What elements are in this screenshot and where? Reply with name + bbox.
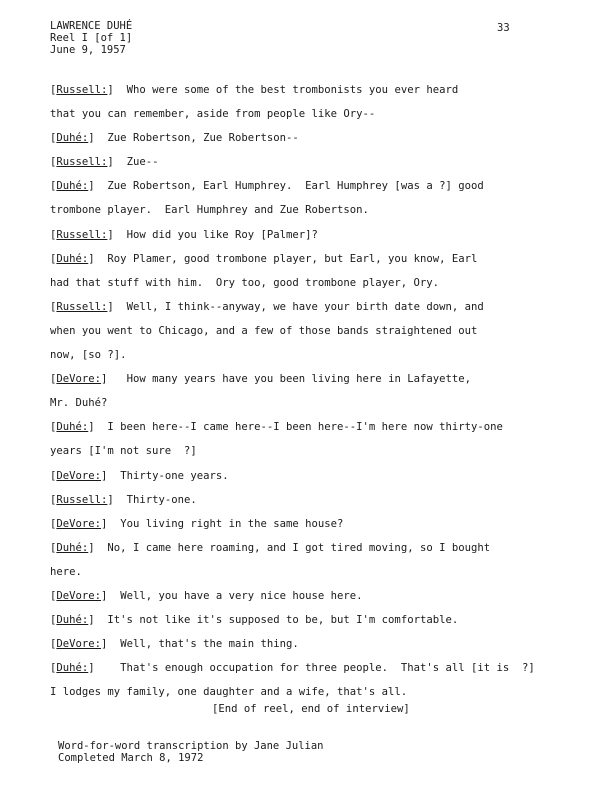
transcript-line: [DeVore:] You living right in the same house? (50, 517, 344, 530)
transcription-credit (58, 740, 324, 764)
interviewee-name: LAWRENCE DUHÉ (50, 20, 133, 32)
end-note: [End of reel, end of interview] (212, 703, 410, 715)
transcript-body (50, 78, 610, 704)
transcript-line: [Duhé:] I been here--I came here--I been here--I'm here now thirty-one (50, 421, 503, 434)
completion-date: Completed March 8, 1972 (58, 752, 204, 764)
utterance-text: that you can remember, aside from people like Ory-- (50, 108, 376, 121)
speaker-label: Duhé: (56, 662, 89, 675)
transcript-line (50, 439, 610, 463)
transcript-line: [Duhé:] Zue Robertson, Zue Robertson-- (50, 132, 299, 145)
transcript-line: [DeVore:] Well, you have a very nice house here. (50, 589, 363, 602)
utterance-text: Thirty-one. (113, 493, 197, 506)
speaker-label: DeVore: (56, 469, 102, 482)
utterance-text: years [I'm not sure ?] (50, 445, 197, 458)
speaker-label: Russell: (56, 228, 108, 241)
utterance-text: That's enough occupation for three people. That's all [it is ?] (94, 662, 535, 675)
utterance-text: I been here--I came here--I been here--I'm here now thirty-one (94, 421, 503, 434)
transcript-line (50, 102, 610, 126)
utterance-text: Who were some of the best trombonists you ever heard (113, 84, 459, 96)
transcript-line (50, 319, 610, 343)
speaker-label: DeVore: (56, 517, 102, 530)
transcript-line: [Duhé:] It's not like it's supposed to be, but I'm comfortable. (50, 614, 459, 627)
speaker-label: Russell: (56, 493, 108, 506)
transcript-line: [Russell:] How did you like Roy [Palmer]? (50, 228, 318, 241)
speaker-label: Duhé: (56, 252, 89, 265)
transcript-line: [Duhé:] Roy Plamer, good trombone player, but Earl, you know, Earl (50, 252, 478, 265)
utterance-text: Mr. Duhé? (50, 397, 108, 410)
speaker-label: DeVore: (56, 373, 102, 386)
utterance-text: Roy Plamer, good trombone player, but Earl, you know, Earl (94, 252, 478, 265)
utterance-text: trombone player. Earl Humphrey and Zue Robertson. (50, 204, 369, 217)
utterance-text: now, [so ?]. (50, 349, 127, 362)
transcript-line: [Duhé:] That's enough occupation for three people. That's all [it is ?] (50, 662, 535, 675)
utterance-text: Well, I think--anyway, we have your birth date down, and (113, 300, 484, 313)
utterance-text: here. (50, 565, 82, 578)
transcript-line (50, 391, 610, 415)
utterance-text: How many years have you been living here in Lafayette, (107, 373, 471, 386)
utterance-text: had that stuff with him. Ory too, good trombone player, Ory. (50, 276, 440, 289)
transcript-line (50, 680, 610, 704)
utterance-text: How did you like Roy [Palmer]? (113, 228, 318, 241)
transcript-line: [DeVore:] Well, that's the main thing. (50, 638, 299, 651)
transcript-line: [Russell:] Who were some of the best trombonists you ever heard (50, 84, 459, 96)
speaker-label: Duhé: (56, 180, 89, 193)
reel-label: Reel I [of 1] (50, 32, 133, 44)
utterance-text: You living right in the same house? (107, 517, 344, 530)
utterance-text: I lodges my family, one daughter and a wife, that's all. (50, 686, 408, 699)
speaker-label: Duhé: (56, 132, 89, 145)
speaker-label: Duhé: (56, 541, 89, 554)
utterance-text: Well, you have a very nice house here. (107, 589, 363, 602)
speaker-label: Duhé: (56, 421, 89, 434)
speaker-label: Russell: (56, 84, 108, 96)
transcript-line: [DeVore:] Thirty-one years. (50, 469, 229, 482)
speaker-label: DeVore: (56, 589, 102, 602)
interview-date: June 9, 1957 (50, 44, 126, 56)
utterance-text: No, I came here roaming, and I got tired moving, so I bought (94, 541, 491, 554)
transcript-line (50, 198, 610, 222)
transcript-line (50, 560, 610, 584)
transcript-line: [Russell:] Zue-- (50, 156, 159, 169)
page-header (50, 20, 132, 56)
utterance-text: It's not like it's supposed to be, but I'm comfortable. (94, 614, 459, 627)
transcriber-line: Word-for-word transcription by Jane Julian (58, 740, 324, 752)
transcript-line (50, 343, 610, 367)
utterance-text: Zue Robertson, Zue Robertson-- (94, 132, 299, 145)
utterance-text: Zue-- (113, 156, 159, 169)
transcript-line: [Russell:] Thirty-one. (50, 493, 197, 506)
transcript-line: [Russell:] Well, I think--anyway, we have your birth date down, and (50, 300, 484, 313)
page-number: 33 (497, 22, 510, 34)
transcript-line (50, 271, 610, 295)
utterance-text: Thirty-one years. (107, 469, 229, 482)
utterance-text: Zue Robertson, Earl Humphrey. Earl Humphrey [was a ?] good (94, 180, 484, 193)
transcript-line: [Duhé:] No, I came here roaming, and I got tired moving, so I bought (50, 541, 491, 554)
utterance-text: Well, that's the main thing. (107, 638, 299, 651)
speaker-label: Russell: (56, 300, 108, 313)
speaker-label: DeVore: (56, 638, 102, 651)
transcript-line: [DeVore:] How many years have you been living here in Lafayette, (50, 373, 471, 386)
speaker-label: Russell: (56, 156, 108, 169)
speaker-label: Duhé: (56, 614, 89, 627)
transcript-line: [Duhé:] Zue Robertson, Earl Humphrey. Earl Humphrey [was a ?] good (50, 180, 484, 193)
utterance-text: when you went to Chicago, and a few of those bands straightened out (50, 324, 478, 337)
